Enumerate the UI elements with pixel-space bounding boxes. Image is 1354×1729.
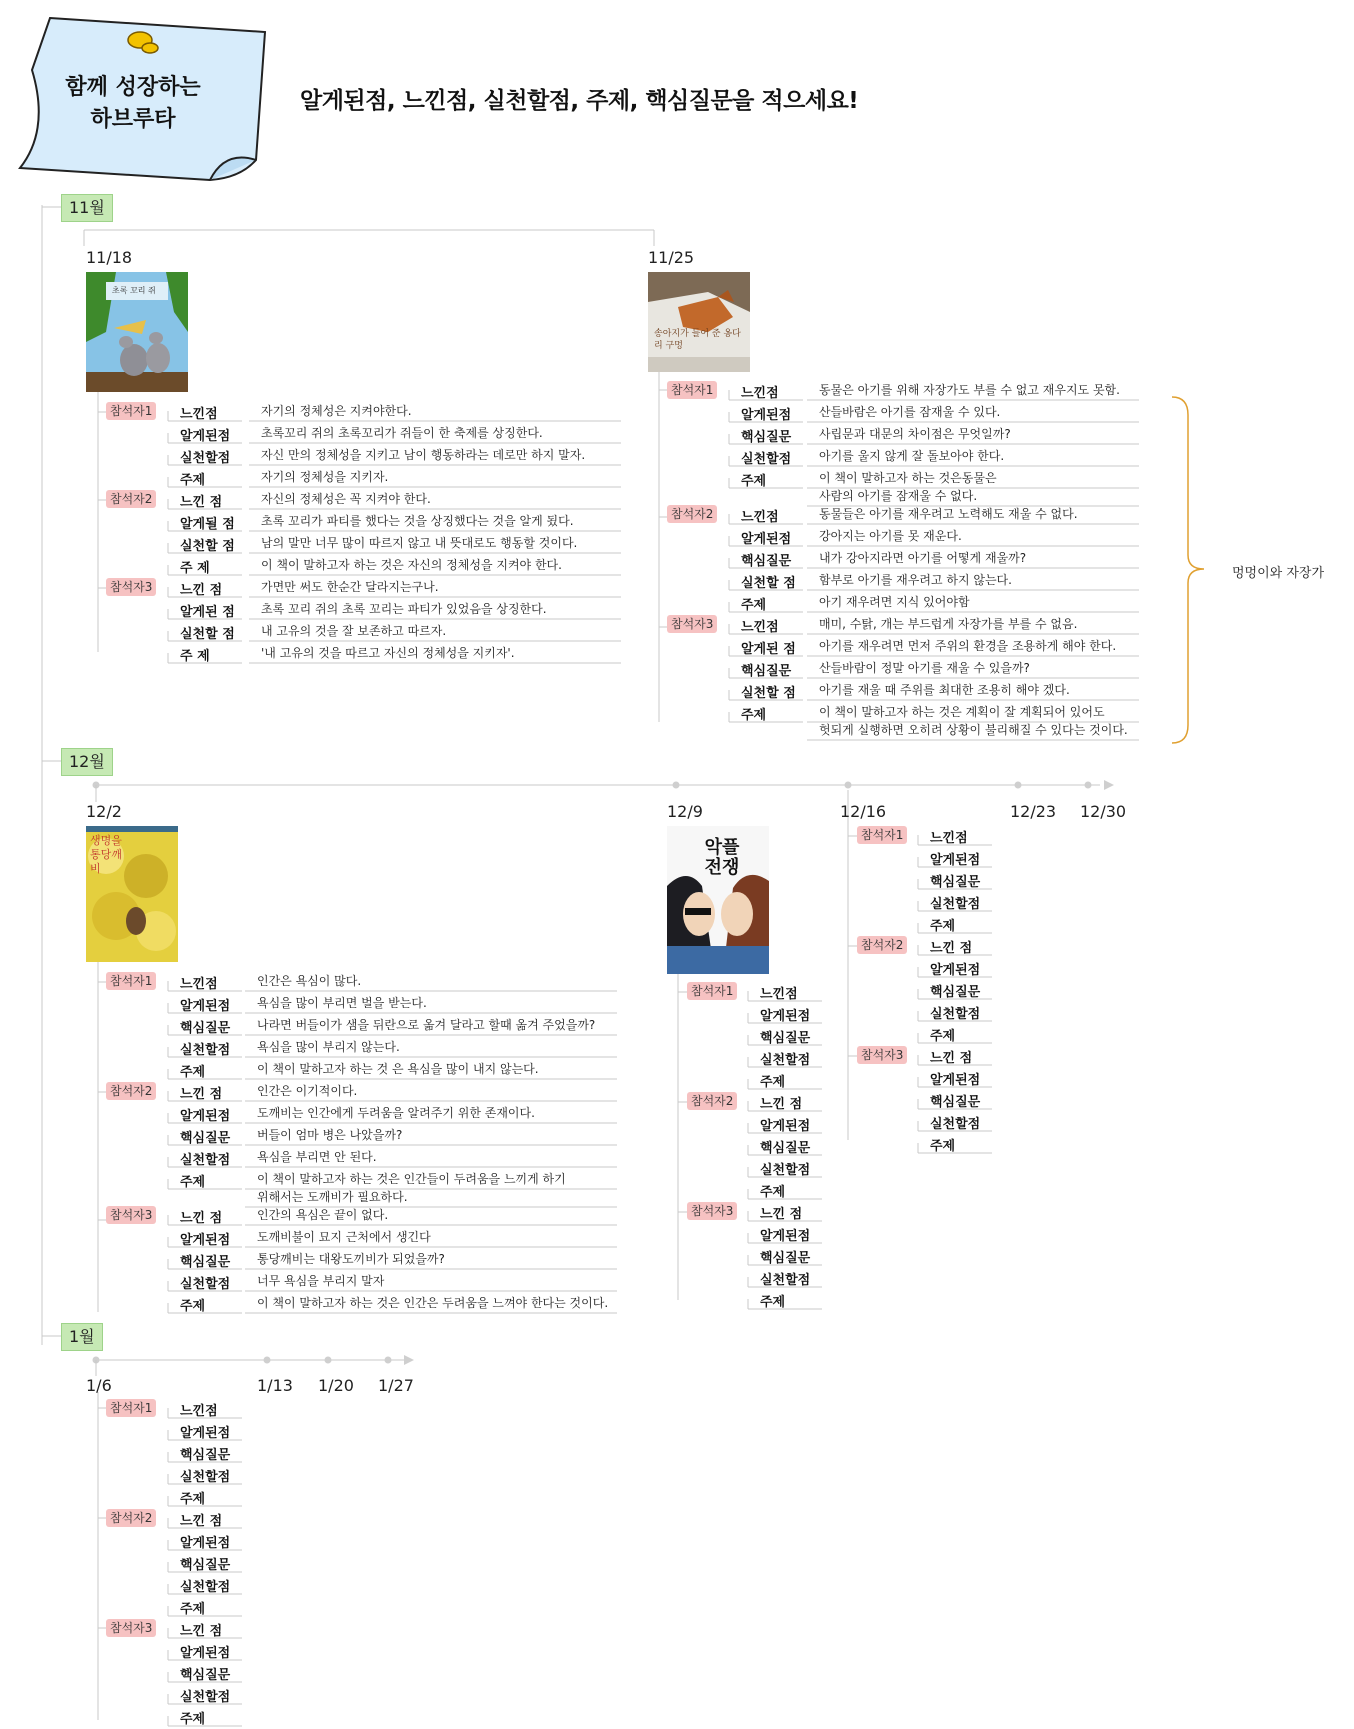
timeline-dot bbox=[1085, 782, 1092, 789]
participant-tag[interactable]: 참석자2 bbox=[106, 1509, 156, 1527]
field-label[interactable]: 알게된점 bbox=[930, 1073, 981, 1088]
field-label[interactable]: 실천할점 bbox=[180, 1580, 231, 1595]
field-text[interactable]: 동물은 아기를 위해 자장가도 부를 수 없고 재우지도 못함. bbox=[819, 383, 1120, 397]
field-text[interactable]: 자기의 정체성을 지키자. bbox=[261, 470, 389, 484]
field-label[interactable]: 느낀점 bbox=[741, 386, 779, 401]
field-text[interactable]: 아기를 울지 않게 잘 돌보아야 한다. bbox=[819, 449, 1005, 463]
timeline-dot bbox=[325, 1357, 332, 1364]
field-label[interactable]: 핵심질문 bbox=[760, 1141, 811, 1156]
participant-tag[interactable]: 참석자2 bbox=[106, 490, 156, 508]
field-text[interactable]: 이 책이 말하고자 하는 것은 자신의 정체성을 지켜야 한다. bbox=[261, 558, 562, 572]
field-text[interactable]: 너무 욕심을 부리지 말자 bbox=[257, 1274, 385, 1288]
field-label[interactable]: 실천할점 bbox=[180, 1470, 231, 1485]
date-12-9[interactable]: 12/9 bbox=[667, 802, 703, 821]
timeline-dot bbox=[264, 1357, 271, 1364]
field-label[interactable]: 실천할점 bbox=[180, 1043, 231, 1058]
participant-tag[interactable]: 참석자3 bbox=[106, 1619, 156, 1637]
participant-tag[interactable]: 참석자1 bbox=[106, 402, 156, 420]
field-label[interactable]: 느낀 점 bbox=[180, 1624, 223, 1639]
field-label[interactable]: 실천할점 bbox=[930, 1007, 981, 1022]
field-label[interactable]: 알게된점 bbox=[180, 1109, 231, 1124]
field-text[interactable]: 인간은 이기적이다. bbox=[257, 1084, 358, 1098]
field-label[interactable]: 알게된점 bbox=[930, 853, 981, 868]
field-text[interactable]: 초록 꼬리 쥐의 초록 꼬리는 파티가 있었음을 상징한다. bbox=[261, 602, 547, 616]
field-label[interactable]: 느낀점 bbox=[180, 977, 218, 992]
field-label[interactable]: 핵심질문 bbox=[180, 1131, 231, 1146]
field-label[interactable]: 느낀점 bbox=[760, 987, 798, 1002]
timeline-dot bbox=[385, 1357, 392, 1364]
date-12-23[interactable]: 12/23 bbox=[1010, 802, 1057, 821]
field-label[interactable]: 실천할점 bbox=[760, 1273, 811, 1288]
participant-tag[interactable]: 참석자3 bbox=[106, 578, 156, 596]
field-text[interactable]: 욕심을 많이 부리지 않는다. bbox=[257, 1040, 400, 1054]
field-label[interactable]: 주제 bbox=[930, 1029, 956, 1044]
field-text[interactable]: 매미, 수탉, 개는 부드럽게 자장가를 부를 수 없음. bbox=[819, 617, 1078, 631]
book-cover-puppy bbox=[648, 272, 750, 372]
book-cover-akpeul bbox=[667, 826, 769, 974]
field-text[interactable]: 이 책이 말하고자 하는 것은 인간은 두려움을 느껴야 한다는 것이다. bbox=[257, 1296, 609, 1310]
field-text[interactable]: 욕심을 부리면 안 된다. bbox=[257, 1150, 377, 1164]
field-label[interactable]: 핵심질문 bbox=[930, 985, 981, 1000]
field-label[interactable]: 실천할 점 bbox=[180, 539, 235, 554]
field-text[interactable]: 사람의 아기를 잠재울 수 없다. bbox=[819, 489, 978, 503]
book-cover-dokkaebi bbox=[86, 826, 178, 962]
field-label[interactable]: 알게된 점 bbox=[180, 605, 235, 620]
field-label[interactable]: 핵심질문 bbox=[180, 1558, 231, 1573]
field-label[interactable]: 핵심질문 bbox=[930, 1095, 981, 1110]
field-label[interactable]: 주제 bbox=[180, 1065, 206, 1080]
field-label[interactable]: 주제 bbox=[760, 1075, 786, 1090]
date-1-6[interactable]: 1/6 bbox=[86, 1376, 112, 1395]
timeline-arrow-icon bbox=[404, 1355, 414, 1365]
field-label[interactable]: 주제 bbox=[180, 1492, 206, 1507]
participant-tag[interactable]: 참석자3 bbox=[687, 1202, 737, 1220]
page-title: 알게된점, 느낀점, 실천할점, 주제, 핵심질문을 적으세요! bbox=[300, 88, 859, 114]
field-label[interactable]: 느낀점 bbox=[741, 510, 779, 525]
field-label[interactable]: 핵심질문 bbox=[180, 1021, 231, 1036]
date-1-27[interactable]: 1/27 bbox=[378, 1376, 414, 1395]
field-label[interactable]: 주제 bbox=[760, 1185, 786, 1200]
field-text[interactable]: 이 책이 말하고자 하는 것은 계획이 잘 계획되어 있어도 bbox=[819, 705, 1105, 719]
field-text[interactable]: 내 고유의 것을 잘 보존하고 따르자. bbox=[261, 624, 447, 638]
field-text[interactable]: '내 고유의 것을 따르고 자신의 정체성을 지키자'. bbox=[261, 646, 515, 660]
field-label[interactable]: 핵심질문 bbox=[180, 1255, 231, 1270]
field-label[interactable]: 실천할점 bbox=[930, 1117, 981, 1132]
field-label[interactable]: 주제 bbox=[180, 473, 206, 488]
field-label[interactable]: 느낀 점 bbox=[760, 1097, 803, 1112]
field-label[interactable]: 실천할점 bbox=[760, 1163, 811, 1178]
summary-note: 멍멍이와 자장가 bbox=[1232, 566, 1325, 581]
timeline-dot bbox=[845, 782, 852, 789]
field-label[interactable]: 알게된점 bbox=[760, 1119, 811, 1134]
field-label[interactable]: 알게될 점 bbox=[180, 517, 235, 532]
field-label[interactable]: 느낀점 bbox=[180, 407, 218, 422]
field-text[interactable]: 이 책이 말하고자 하는 것 은 욕심을 많이 내지 않는다. bbox=[257, 1062, 539, 1076]
participant-tag[interactable]: 참석자2 bbox=[857, 936, 907, 954]
field-label[interactable]: 핵심질문 bbox=[760, 1031, 811, 1046]
participant-tag[interactable]: 참석자1 bbox=[667, 381, 717, 399]
logo-line1: 함께 성장하는 bbox=[65, 75, 201, 100]
field-label[interactable]: 알게된점 bbox=[741, 408, 792, 423]
field-label[interactable]: 실천할점 bbox=[180, 451, 231, 466]
field-label[interactable]: 실천할 점 bbox=[741, 686, 796, 701]
field-label[interactable]: 느낀 점 bbox=[760, 1207, 803, 1222]
participant-tag[interactable]: 참석자1 bbox=[687, 982, 737, 1000]
logo-text bbox=[58, 72, 208, 136]
field-text[interactable]: 버들이 엄마 병은 나았을까? bbox=[257, 1128, 403, 1142]
participant-tag[interactable]: 참석자1 bbox=[106, 1399, 156, 1417]
field-label[interactable]: 주제 bbox=[180, 1602, 206, 1617]
field-text[interactable]: 강아지는 아기를 못 재운다. bbox=[819, 529, 962, 543]
field-text[interactable]: 아기를 재우려면 먼저 주위의 환경을 조용하게 해야 한다. bbox=[819, 639, 1117, 653]
field-label[interactable]: 느낀점 bbox=[180, 1404, 218, 1419]
field-label[interactable]: 실천할 점 bbox=[180, 627, 235, 642]
field-text[interactable]: 초록꼬리 쥐의 초록꼬리가 쥐들이 한 축제를 상징한다. bbox=[261, 426, 543, 440]
field-text[interactable]: 초록 꼬리가 파티를 했다는 것을 상징했다는 것을 알게 됬다. bbox=[261, 514, 574, 528]
field-label[interactable]: 실천할 점 bbox=[741, 576, 796, 591]
book-title-b4: 악플 전쟁 bbox=[704, 837, 740, 878]
timeline-dot bbox=[673, 782, 680, 789]
field-label[interactable]: 핵심질문 bbox=[741, 664, 792, 679]
field-label[interactable]: 알게된점 bbox=[180, 1426, 231, 1441]
field-label[interactable]: 알게된점 bbox=[180, 1536, 231, 1551]
field-text[interactable]: 동물들은 아기를 재우려고 노력해도 재울 수 없다. bbox=[819, 507, 1078, 521]
book-cover-green-tail-mouse bbox=[86, 272, 188, 392]
field-text[interactable]: 이 책이 말하고자 하는 것은동물은 bbox=[819, 471, 997, 485]
field-text[interactable]: 아기 재우려면 지식 있어야함 bbox=[819, 595, 970, 609]
field-label[interactable]: 실천할점 bbox=[741, 452, 792, 467]
field-label[interactable]: 느낀 점 bbox=[930, 941, 973, 956]
field-label[interactable]: 느낀 점 bbox=[180, 583, 223, 598]
date-12-16[interactable]: 12/16 bbox=[840, 802, 887, 821]
field-text[interactable]: 인간은 욕심이 많다. bbox=[257, 974, 362, 988]
field-label[interactable]: 알게된점 bbox=[760, 1009, 811, 1024]
participant-tag[interactable]: 참석자2 bbox=[106, 1082, 156, 1100]
book-title-b3: 생명을 통당깨비 bbox=[90, 834, 122, 875]
participant-tag[interactable]: 참석자3 bbox=[106, 1206, 156, 1224]
participant-tag[interactable]: 참석자2 bbox=[667, 505, 717, 523]
field-text[interactable]: 산들바람은 아기를 잠재울 수 있다. bbox=[819, 405, 1001, 419]
field-label[interactable]: 실천할점 bbox=[760, 1053, 811, 1068]
field-label[interactable]: 주제 bbox=[930, 1139, 956, 1154]
field-label[interactable]: 주제 bbox=[741, 708, 767, 723]
field-text[interactable]: 남의 말만 너무 많이 따르지 않고 내 뜻대로도 행동할 것이다. bbox=[261, 536, 578, 550]
date-1-20[interactable]: 1/20 bbox=[318, 1376, 354, 1395]
field-label[interactable]: 알게된점 bbox=[180, 1233, 231, 1248]
field-text[interactable]: 위해서는 도깨비가 필요하다. bbox=[257, 1190, 408, 1204]
field-label[interactable]: 주제 bbox=[760, 1295, 786, 1310]
field-label[interactable]: 핵심질문 bbox=[930, 875, 981, 890]
field-label[interactable]: 주제 bbox=[180, 1712, 206, 1727]
participant-tag[interactable]: 참석자3 bbox=[667, 615, 717, 633]
field-label[interactable]: 주제 bbox=[741, 474, 767, 489]
date-11-18[interactable]: 11/18 bbox=[86, 248, 133, 267]
field-label[interactable]: 주 제 bbox=[180, 561, 210, 576]
field-label[interactable]: 알게된점 bbox=[760, 1229, 811, 1244]
field-label[interactable]: 알게된점 bbox=[930, 963, 981, 978]
brace-icon bbox=[1170, 395, 1210, 745]
book-title-b2: 송아지가 들어 준 옹다리 구멍 bbox=[654, 329, 741, 351]
field-text[interactable]: 내가 강아지라면 아기를 어떻게 재울까? bbox=[819, 551, 1027, 565]
field-label[interactable]: 핵심질문 bbox=[180, 1668, 231, 1683]
field-label[interactable]: 주제 bbox=[180, 1175, 206, 1190]
field-text[interactable]: 통당깨비는 대왕도끼비가 되었을까? bbox=[257, 1252, 445, 1266]
participant-tag[interactable]: 참석자1 bbox=[857, 826, 907, 844]
field-label[interactable]: 느낀 점 bbox=[180, 1087, 223, 1102]
date-12-2[interactable]: 12/2 bbox=[86, 802, 122, 821]
participant-tag[interactable]: 참석자1 bbox=[106, 972, 156, 990]
field-text[interactable]: 산들바람이 정말 아기를 재울 수 있을까? bbox=[819, 661, 1030, 675]
field-label[interactable]: 느낀점 bbox=[741, 620, 779, 635]
field-label[interactable]: 주제 bbox=[741, 598, 767, 613]
field-text[interactable]: 도깨비불이 묘지 근처에서 생긴다 bbox=[257, 1230, 431, 1244]
date-11-25[interactable]: 11/25 bbox=[648, 248, 695, 267]
field-text[interactable]: 욕심을 많이 부리면 벌을 받는다. bbox=[257, 996, 427, 1010]
book-title-b1: 초록 꼬리 쥐 bbox=[112, 286, 156, 295]
participant-tag[interactable]: 참석자2 bbox=[687, 1092, 737, 1110]
field-label[interactable]: 주제 bbox=[180, 1299, 206, 1314]
field-text[interactable]: 사립문과 대문의 차이점은 무엇일까? bbox=[819, 427, 1011, 441]
field-label[interactable]: 느낀 점 bbox=[180, 1514, 223, 1529]
field-label[interactable]: 느낀점 bbox=[930, 831, 968, 846]
field-text[interactable]: 자신 만의 정체성을 지키고 남이 행동하라는 데로만 하지 말자. bbox=[261, 448, 586, 462]
field-label[interactable]: 실천할점 bbox=[930, 897, 981, 912]
field-text[interactable]: 도깨비는 인간에게 두려움을 알려주기 위한 존재이다. bbox=[257, 1106, 535, 1120]
field-label[interactable]: 실천할점 bbox=[180, 1277, 231, 1292]
field-label[interactable]: 알게된점 bbox=[741, 532, 792, 547]
field-label[interactable]: 알게된점 bbox=[180, 429, 231, 444]
field-label[interactable]: 실천할점 bbox=[180, 1690, 231, 1705]
field-text[interactable]: 아기를 재울 때 주위를 최대한 조용히 해야 겠다. bbox=[819, 683, 1070, 697]
field-label[interactable]: 핵심질문 bbox=[741, 430, 792, 445]
field-label[interactable]: 느낀 점 bbox=[930, 1051, 973, 1066]
field-label[interactable]: 느낀 점 bbox=[180, 495, 223, 510]
field-text[interactable]: 함부로 아기를 재우려고 하지 않는다. bbox=[819, 573, 1012, 587]
field-text[interactable]: 인간의 욕심은 끝이 없다. bbox=[257, 1208, 389, 1222]
field-text[interactable]: 나라면 버들이가 샘을 뒤란으로 옮겨 달라고 할때 옮겨 주었을까? bbox=[257, 1018, 596, 1032]
date-12-30[interactable]: 12/30 bbox=[1080, 802, 1127, 821]
field-label[interactable]: 알게된점 bbox=[180, 1646, 231, 1661]
date-1-13[interactable]: 1/13 bbox=[257, 1376, 293, 1395]
field-text[interactable]: 이 책이 말하고자 하는 것은 인간들이 두려움을 느끼게 하기 bbox=[257, 1172, 566, 1186]
field-label[interactable]: 알게된 점 bbox=[741, 642, 796, 657]
field-label[interactable]: 알게된점 bbox=[180, 999, 231, 1014]
field-text[interactable]: 자신의 정체성은 꼭 지켜야 한다. bbox=[261, 492, 431, 506]
field-text[interactable]: 가면만 써도 한순간 달라지는구나. bbox=[261, 580, 439, 594]
field-text[interactable]: 헛되게 실행하면 오히려 상황이 불리해질 수 있다는 것이다. bbox=[819, 723, 1128, 737]
month-label-jan[interactable]: 1월 bbox=[61, 1323, 103, 1351]
field-label[interactable]: 실천할점 bbox=[180, 1153, 231, 1168]
timeline-dot bbox=[1015, 782, 1022, 789]
field-text[interactable]: 자기의 정체성은 지켜야한다. bbox=[261, 404, 412, 418]
month-label-nov[interactable]: 11월 bbox=[61, 194, 113, 222]
field-label[interactable]: 주 제 bbox=[180, 649, 210, 664]
field-label[interactable]: 핵심질문 bbox=[741, 554, 792, 569]
month-label-dec[interactable]: 12월 bbox=[61, 748, 113, 776]
field-label[interactable]: 핵심질문 bbox=[760, 1251, 811, 1266]
logo-line2: 하브루타 bbox=[90, 107, 176, 132]
field-label[interactable]: 핵심질문 bbox=[180, 1448, 231, 1463]
field-label[interactable]: 느낀 점 bbox=[180, 1211, 223, 1226]
field-label[interactable]: 주제 bbox=[930, 919, 956, 934]
timeline-arrow-icon bbox=[1104, 780, 1114, 790]
participant-tag[interactable]: 참석자3 bbox=[857, 1046, 907, 1064]
